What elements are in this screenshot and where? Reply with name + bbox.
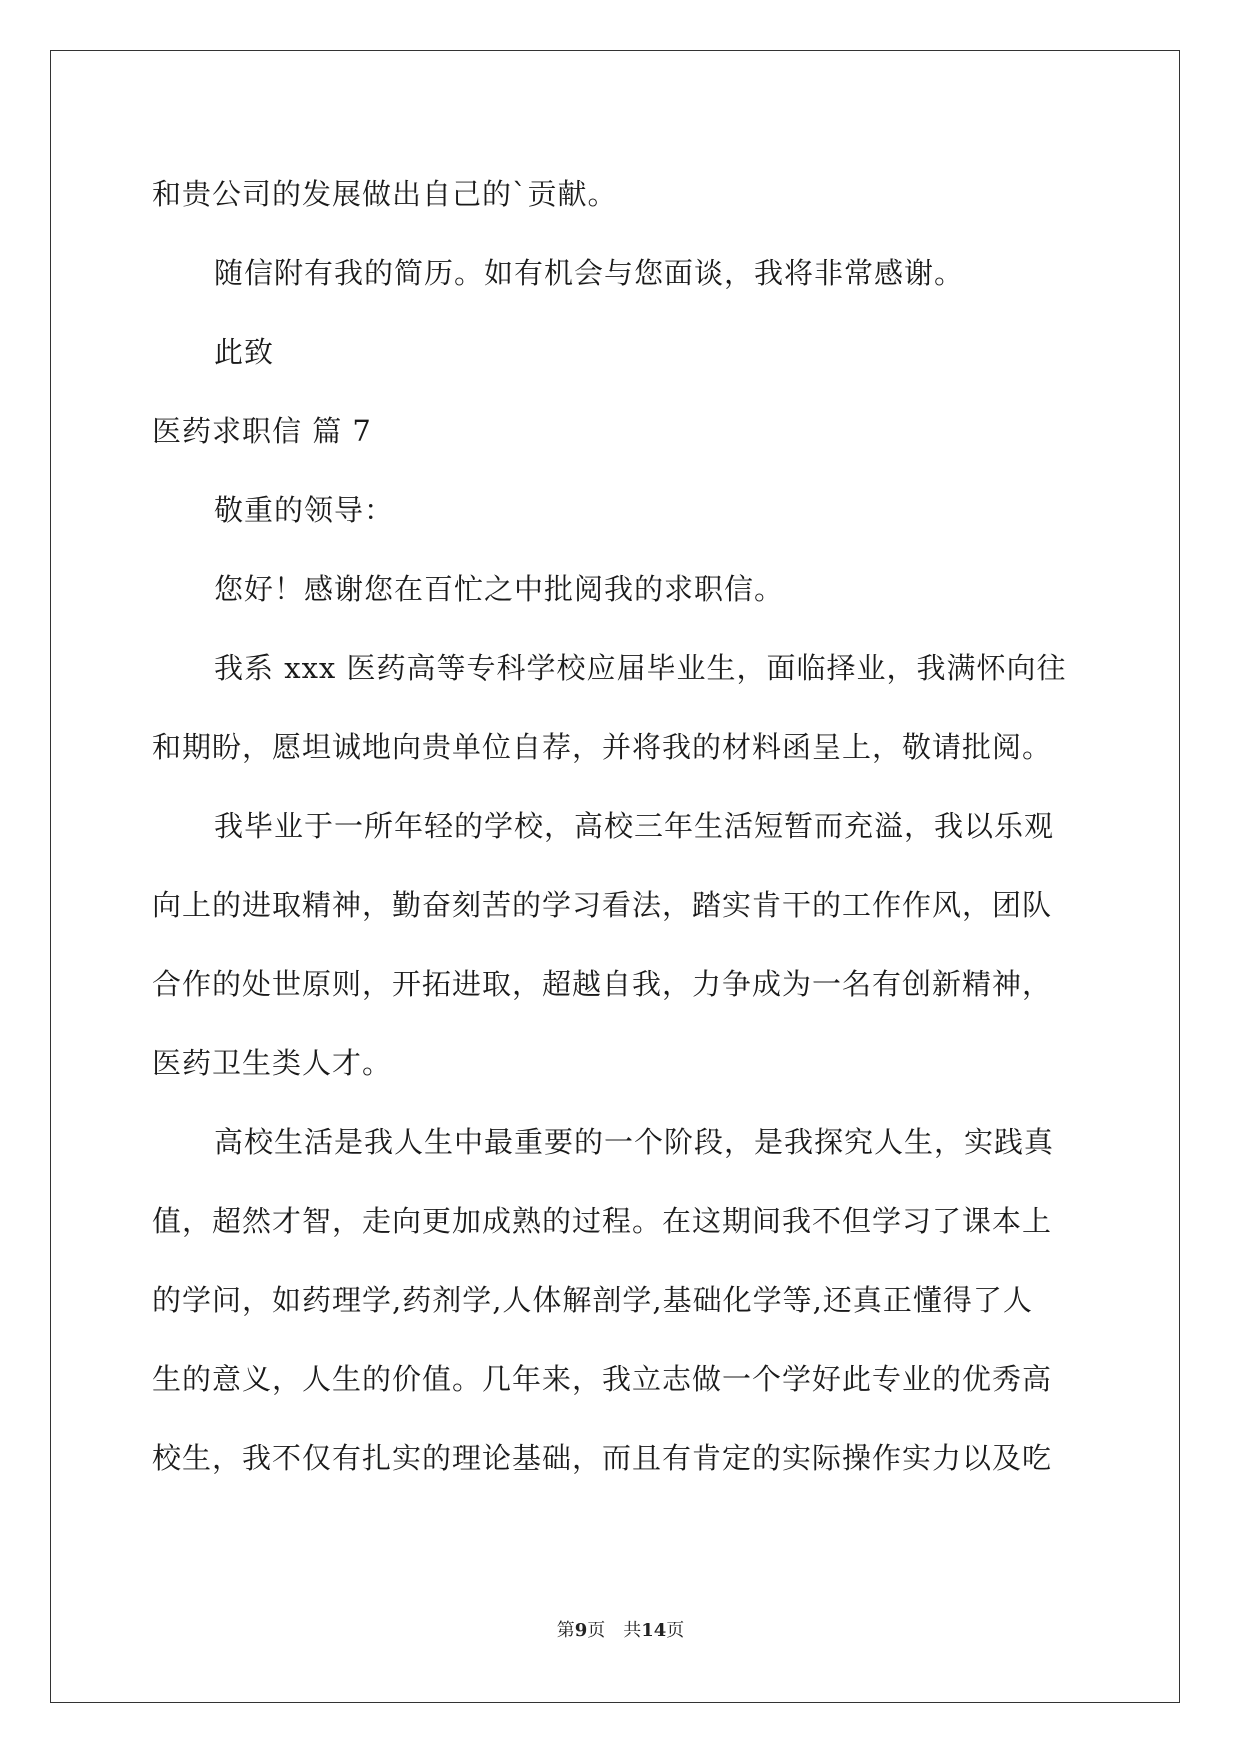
body-line-15: 的学问，如药理学,药剂学,人体解剖学,基础化学等,还真正懂得了人 (152, 1283, 1033, 1317)
closing-salutation: 此致 (214, 335, 275, 369)
page-footer (0, 1619, 1241, 1643)
body-line-16: 生的意义，人生的价值。几年来，我立志做一个学好此专业的优秀高 (152, 1362, 1053, 1396)
body-line-14: 值，超然才智，走向更加成熟的过程。在这期间我不但学习了课本上 (152, 1204, 1053, 1238)
greeting: 敬重的领导： (214, 493, 395, 527)
section-heading: 医药求职信 篇 7 (152, 414, 372, 448)
body-line-1: 和贵公司的发展做出自己的`贡献。 (152, 177, 618, 211)
body-line-8: 和期盼，愿坦诚地向贵单位自荐，并将我的材料函呈上，敬请批阅。 (152, 730, 1053, 764)
body-line-12: 医药卫生类人才。 (152, 1046, 393, 1080)
body-line-7: 我系 xxx 医药高等专科学校应届毕业生，面临择业，我满怀向往 (214, 651, 1067, 685)
body-line-2: 随信附有我的简历。如有机会与您面谈，我将非常感谢。 (214, 256, 965, 290)
total-pages-number: 14 (641, 1620, 667, 1641)
body-line-6: 您好！感谢您在百忙之中批阅我的求职信。 (214, 572, 785, 606)
footer-total-prefix: 共 (623, 1620, 642, 1641)
body-line-13: 高校生活是我人生中最重要的一个阶段，是我探究人生，实践真 (214, 1125, 1055, 1159)
footer-total-suffix: 页 (666, 1620, 685, 1641)
body-line-9: 我毕业于一所年轻的学校，高校三年生活短暂而充溢，我以乐观 (214, 809, 1055, 843)
body-line-10: 向上的进取精神，勤奋刻苦的学习看法，踏实肯干的工作作风，团队 (152, 888, 1053, 922)
body-line-11: 合作的处世原则，开拓进取，超越自我，力争成为一名有创新精神， (152, 967, 1053, 1001)
footer-page-suffix: 页 (587, 1620, 606, 1641)
body-line-17: 校生，我不仅有扎实的理论基础，而且有肯定的实际操作实力以及吃 (152, 1441, 1053, 1475)
footer-prefix: 第 (556, 1620, 575, 1641)
current-page-number: 9 (574, 1620, 588, 1641)
